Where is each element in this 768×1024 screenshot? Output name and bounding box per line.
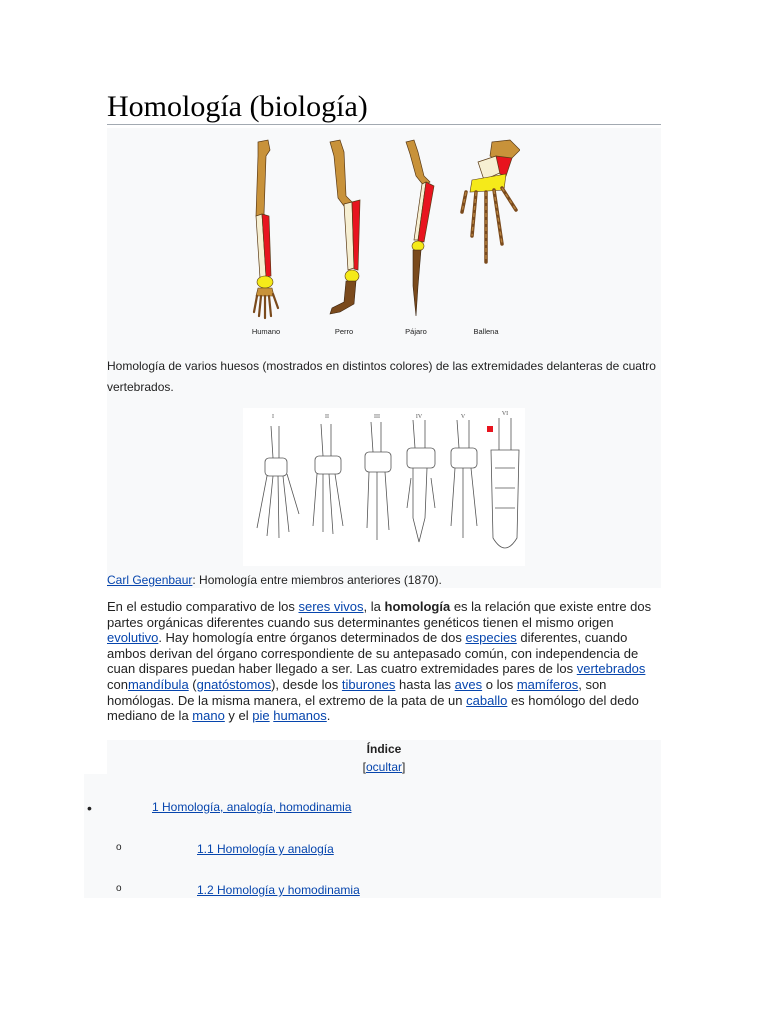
text-run: hasta las: [395, 676, 455, 692]
title-divider: [107, 124, 661, 125]
figure-caption-2: [107, 570, 661, 591]
sketch-limb-2: [313, 424, 343, 534]
text-run: , son homólogas. De la misma manera, el extremo de la pata de un: [107, 676, 607, 708]
link-especies[interactable]: especies: [465, 630, 517, 646]
link-caballo[interactable]: caballo: [466, 692, 508, 708]
link-evolutivo[interactable]: evolutivo: [107, 630, 159, 646]
link-vertebrados[interactable]: vertebrados: [576, 661, 646, 677]
link-gnatostomos[interactable]: gnatóstomos: [196, 676, 272, 692]
sketch-limb-4: [407, 420, 435, 542]
text-run: y el: [224, 708, 253, 724]
numeral-4: IV: [415, 414, 423, 420]
numeral-6: VI: [501, 411, 509, 417]
sketch-limb-3: [365, 422, 391, 540]
numeral-1: I: [272, 414, 274, 420]
link-humanos[interactable]: humanos: [273, 708, 327, 724]
link-carl-gegenbaur[interactable]: Carl Gegenbaur: [107, 573, 193, 587]
toc-item-1-1[interactable]: 1.1 Homología y analogía: [197, 842, 334, 856]
text-run: diferentes, cuando ambos derivan del órgano correspondiente de su antepasado común, con independencia de cuan dispares puedan haber llegado a ser. Las cuatro extremidades pares de los: [107, 630, 639, 677]
bracket-close: ]: [402, 760, 406, 774]
toc-bullet: o: [116, 883, 122, 894]
link-pie[interactable]: pie: [252, 708, 270, 724]
figure-caption: Homología de varios huesos (mostrados en distintos colores) de las extremidades delanteras de cuatro vertebrados.: [107, 359, 656, 394]
toc-item-1-2[interactable]: 1.2 Homología y homodinamia: [197, 883, 360, 897]
caption-text: : Homología entre miembros anteriores (1870).: [192, 573, 442, 587]
text-run: es homólogo del dedo mediano de la: [107, 692, 639, 724]
text-run: o los: [482, 676, 517, 692]
link-mano[interactable]: mano: [192, 708, 225, 724]
label-human: Humano: [251, 327, 281, 336]
bird-forelimb: [406, 140, 434, 316]
text-run: (: [188, 676, 197, 692]
sketch-limb-6: [491, 418, 519, 548]
term-homologia: homología: [384, 599, 451, 614]
label-whale: Ballena: [473, 327, 499, 336]
intro-paragraph: [107, 599, 663, 724]
gegenbaur-limb-sketch-image: [243, 408, 525, 566]
text-run: es la relación que existe entre dos partes orgánicas diferentes cuando sus determinantes genéticos tienen el mismo origen: [107, 599, 652, 630]
forelimb-comparison-image: [240, 136, 520, 346]
link-mamiferos[interactable]: mamíferos: [516, 676, 579, 692]
toc-indent-block: [84, 774, 115, 898]
numeral-2: II: [325, 414, 329, 420]
toc-bullet: o: [116, 842, 122, 853]
sketch-limb-1: [257, 426, 299, 538]
human-forelimb: [254, 140, 278, 318]
label-dog: Perro: [334, 327, 354, 336]
toc-hide-link[interactable]: ocultar: [365, 760, 403, 774]
label-bird: Pájaro: [405, 327, 427, 336]
sketch-red-mark: [487, 426, 493, 432]
link-aves[interactable]: aves: [454, 676, 483, 692]
sketch-limb-5: [451, 420, 477, 538]
bracket-open: [: [362, 760, 366, 774]
text-run: con: [107, 676, 128, 692]
page-title: Homología (biología): [107, 90, 368, 123]
toc-item-1[interactable]: 1 Homología, analogía, homodinamia: [152, 800, 352, 814]
text-run: En el estudio comparativo de los: [107, 599, 299, 614]
link-seres-vivos[interactable]: seres vivos: [298, 599, 364, 614]
numeral-5: V: [460, 414, 466, 420]
toc-bullet: •: [87, 800, 92, 816]
text-run: ), desde los: [271, 676, 342, 692]
text-run: .: [326, 708, 331, 724]
toc-title: Índice: [366, 742, 402, 756]
text-run: . Hay homología entre órganos determinados de dos: [158, 630, 466, 646]
link-tiburones[interactable]: tiburones: [341, 676, 396, 692]
link-mandibula[interactable]: mandíbula: [127, 676, 189, 692]
text-run: , la: [363, 599, 385, 614]
toc-toggle: [107, 760, 661, 774]
whale-forelimb: [462, 140, 520, 262]
dog-forelimb: [330, 140, 360, 314]
numeral-3: III: [374, 414, 380, 420]
